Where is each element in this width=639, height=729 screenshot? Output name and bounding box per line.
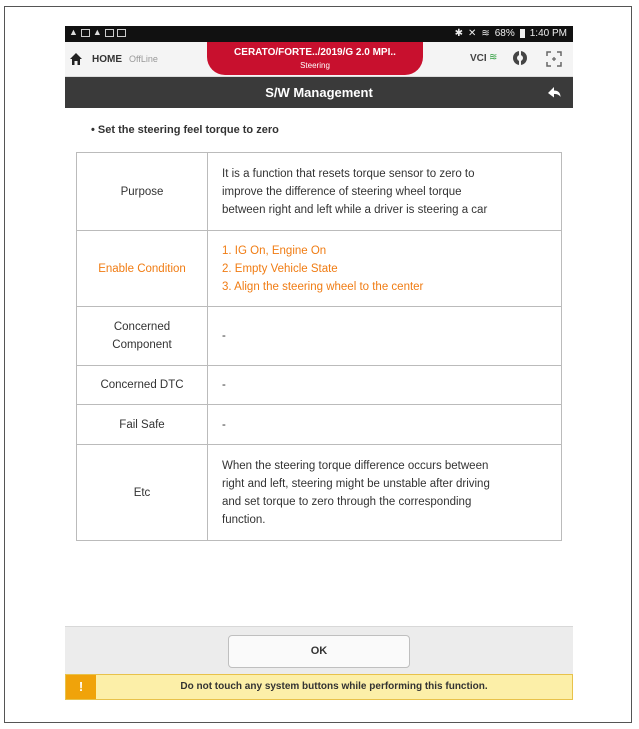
row-label: Enable Condition xyxy=(77,231,208,307)
row-value: 1. IG On, Engine On 2. Empty Vehicle State 3. Align the steering wheel to the center xyxy=(208,231,562,307)
table-row xyxy=(77,445,562,541)
vehicle-system: Steering xyxy=(300,61,330,70)
app-notification-icon xyxy=(105,29,114,37)
vci-signal-icon: ≋ xyxy=(489,52,498,63)
calendar-notification-icon xyxy=(117,29,126,37)
ok-button[interactable]: OK xyxy=(228,635,410,668)
image-notification-icon xyxy=(81,29,90,37)
vehicle-info-tab[interactable] xyxy=(207,42,423,75)
table-row xyxy=(77,366,562,405)
row-value: When the steering torque difference occurs between right and left, steering might be unstable after driving and set torque to zero through the corresponding function. xyxy=(208,445,562,541)
wifi-icon: ≋ xyxy=(481,28,490,39)
bluetooth-icon: ✱ xyxy=(454,28,463,39)
button-bar xyxy=(65,626,573,675)
battery-icon xyxy=(520,29,525,38)
function-heading: • Set the steering feel torque to zero xyxy=(91,124,279,136)
top-navigation xyxy=(65,42,573,77)
battery-percent: 68% xyxy=(494,28,515,39)
row-value: - xyxy=(208,405,562,445)
home-icon[interactable] xyxy=(69,52,83,66)
mute-icon: ✕ xyxy=(467,28,477,39)
warning-icon: ! xyxy=(66,675,96,699)
row-label: Fail Safe xyxy=(77,405,208,445)
system-indicators xyxy=(455,28,567,39)
table-row xyxy=(77,405,562,445)
warning-notification-icon: ▲ xyxy=(92,27,102,37)
table-row xyxy=(77,153,562,231)
fullscreen-icon[interactable] xyxy=(546,51,562,67)
warning-banner xyxy=(65,674,573,700)
row-label: Etc xyxy=(77,445,208,541)
page-title: S/W Management xyxy=(265,85,373,100)
steering-wheel-icon[interactable] xyxy=(512,50,528,66)
row-value: - xyxy=(208,366,562,405)
home-button[interactable]: HOME xyxy=(92,54,122,65)
vehicle-title: CERATO/FORTE../2019/G 2.0 MPI.. xyxy=(234,47,396,58)
table-row xyxy=(77,231,562,307)
title-bar xyxy=(65,77,573,108)
clock: 1:40 PM xyxy=(529,28,567,39)
table-row xyxy=(77,307,562,366)
row-value: It is a function that resets torque sensor to zero to improve the difference of steering wheel torque between right and left while a driver is steering a car xyxy=(208,153,562,231)
status-bar xyxy=(65,26,573,42)
row-label: Purpose xyxy=(77,153,208,231)
back-arrow-icon[interactable] xyxy=(545,84,563,100)
row-value: - xyxy=(208,307,562,366)
function-info-table xyxy=(76,152,562,541)
warning-text: Do not touch any system buttons while performing this function. xyxy=(180,681,488,692)
warning-notification-icon: ▲ xyxy=(69,27,78,37)
app-window xyxy=(65,26,573,706)
connection-status: OffLine xyxy=(129,54,158,64)
vci-label: VCI xyxy=(470,53,487,64)
row-label: Concerned DTC xyxy=(77,366,208,405)
notification-icons xyxy=(69,28,126,37)
row-label: Concerned Component xyxy=(77,307,208,366)
